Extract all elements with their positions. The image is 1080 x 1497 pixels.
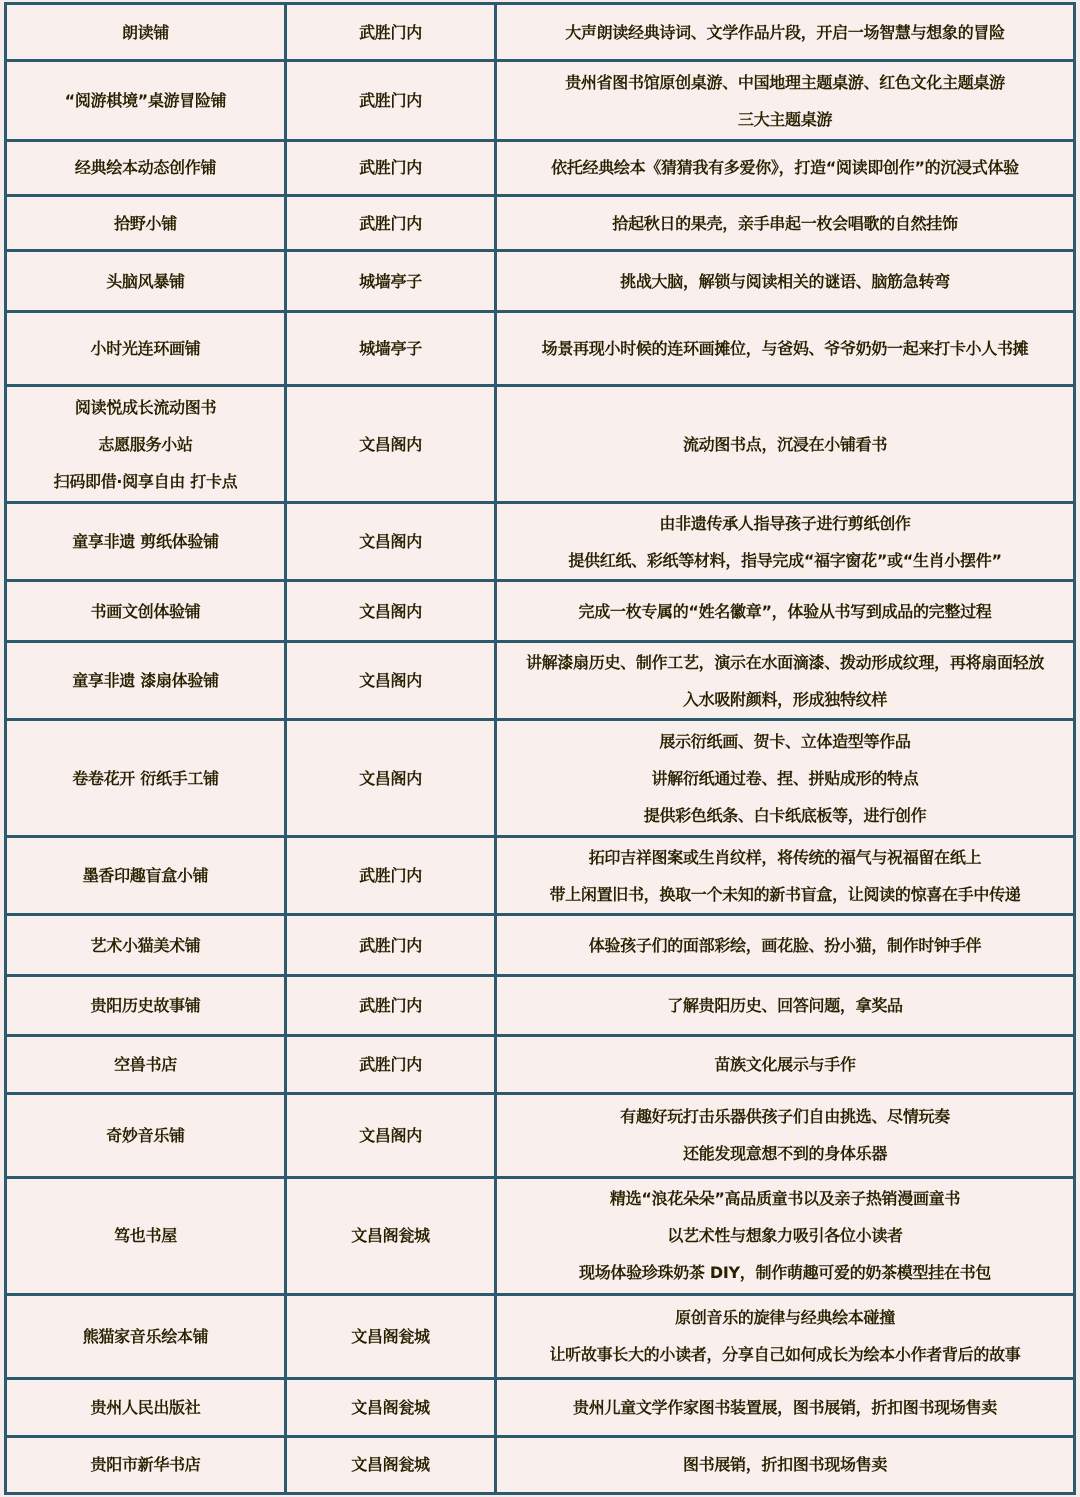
booth-location: 文昌阁瓮城	[351, 1326, 430, 1346]
booth-description-cell	[496, 502, 1075, 580]
booth-description-cell	[496, 581, 1075, 641]
table-body	[6, 4, 1075, 1494]
table-row	[6, 140, 1075, 195]
booth-name-line: 空兽书店	[114, 1054, 177, 1074]
table-row	[6, 1036, 1075, 1093]
booth-location-cell	[286, 915, 496, 975]
booth-name-cell	[6, 196, 286, 251]
booth-description-line: 原创音乐的旋律与经典绘本碰撞	[675, 1308, 895, 1328]
booth-location-cell	[286, 1294, 496, 1379]
table-row	[6, 311, 1075, 385]
booth-location: 武胜门内	[359, 1054, 422, 1074]
booth-description-cell	[496, 251, 1075, 311]
table-row	[6, 1379, 1075, 1436]
booth-name-cell	[6, 61, 286, 140]
booth-location: 文昌阁瓮城	[351, 1226, 430, 1246]
booth-location-cell	[286, 502, 496, 580]
booth-location-cell	[286, 1093, 496, 1178]
booth-location: 文昌阁内	[359, 768, 422, 788]
booth-description-line: 提供彩色纸条、白卡纸底板等，进行创作	[643, 805, 927, 825]
booth-description-cell	[496, 1379, 1075, 1436]
booth-location: 武胜门内	[359, 91, 422, 111]
booth-name-line: 卷卷花开 衍纸手工铺	[72, 768, 219, 788]
booth-description-line: 拓印吉祥图案或生肖纹样，将传统的福气与祝福留在纸上	[588, 847, 982, 867]
booth-description-line: 图书展销，折扣图书现场售卖	[682, 1455, 888, 1475]
booth-description-line: 有趣好玩打击乐器供孩子们自由挑选、尽情玩奏	[620, 1107, 950, 1127]
booth-description-cell	[496, 386, 1075, 503]
booth-description-line: 流动图书点，沉浸在小铺看书	[682, 434, 888, 454]
booth-description-line: 现场体验珍珠奶茶 DIY，制作萌趣可爱的奶茶模型挂在书包	[579, 1263, 991, 1283]
booth-name-cell	[6, 386, 286, 503]
booth-name-line: 墨香印趣盲盒小铺	[82, 866, 209, 886]
table-row	[6, 4, 1075, 61]
table-row	[6, 975, 1075, 1035]
booth-name-cell	[6, 836, 286, 914]
booth-name-cell	[6, 975, 286, 1035]
booth-description-cell	[496, 1436, 1075, 1493]
booth-description-line: 还能发现意想不到的身体乐器	[682, 1144, 888, 1164]
booth-location: 文昌阁瓮城	[351, 1397, 430, 1417]
booth-location: 文昌阁瓮城	[351, 1455, 430, 1475]
booth-description-cell	[496, 140, 1075, 195]
booth-location-cell	[286, 975, 496, 1035]
booth-description-cell	[496, 1093, 1075, 1178]
table-row	[6, 581, 1075, 641]
booth-location-cell	[286, 1036, 496, 1093]
booth-description-cell	[496, 1178, 1075, 1295]
booth-name-line: 扫码即借·阅享自由 打卡点	[53, 471, 238, 491]
booth-name-line: 拾野小铺	[114, 213, 177, 233]
booth-description-line: 了解贵阳历史、回答问题，拿奖品	[667, 995, 903, 1015]
booth-name-cell	[6, 1379, 286, 1436]
table-row	[6, 1093, 1075, 1178]
booth-location: 武胜门内	[359, 22, 422, 42]
booth-location: 文昌阁内	[359, 532, 422, 552]
booth-location-cell	[286, 61, 496, 140]
booth-description-cell	[496, 311, 1075, 385]
booth-description-line: 贵州省图书馆原创桌游、中国地理主题桌游、红色文化主题桌游	[565, 72, 1005, 92]
booth-description-line: 带上闲置旧书，换取一个未知的新书盲盒，让阅读的惊喜在手中传递	[549, 884, 1021, 904]
booth-description-cell	[496, 196, 1075, 251]
booth-name-cell	[6, 915, 286, 975]
booth-schedule-table	[4, 2, 1076, 1495]
booth-description-line: 让听故事长大的小读者，分享自己如何成长为绘本小作者背后的故事	[549, 1345, 1021, 1365]
booth-location: 文昌阁内	[359, 601, 422, 621]
booth-location-cell	[286, 196, 496, 251]
booth-description-line: 场景再现小时候的连环画摊位，与爸妈、爷爷奶奶一起来打卡小人书摊	[541, 339, 1029, 359]
booth-description-cell	[496, 4, 1075, 61]
booth-description-line: 大声朗读经典诗词、文学作品片段，开启一场智慧与想象的冒险	[565, 22, 1005, 42]
booth-description-cell	[496, 1036, 1075, 1093]
booth-name-line: 头脑风暴铺	[106, 271, 185, 291]
booth-name-cell	[6, 502, 286, 580]
booth-location-cell	[286, 1178, 496, 1295]
booth-location-cell	[286, 386, 496, 503]
booth-description-cell	[496, 641, 1075, 719]
booth-name-cell	[6, 720, 286, 837]
booth-description-line: 苗族文化展示与手作	[714, 1054, 856, 1074]
booth-name-cell	[6, 1178, 286, 1295]
table-row	[6, 1178, 1075, 1295]
table-row	[6, 251, 1075, 311]
booth-location-cell	[286, 4, 496, 61]
booth-location: 武胜门内	[359, 866, 422, 886]
booth-name-cell	[6, 251, 286, 311]
booth-location: 武胜门内	[359, 995, 422, 1015]
booth-name-line: 书画文创体验铺	[90, 601, 201, 621]
booth-description-line: 体验孩子们的面部彩绘，画花脸、扮小猫，制作时钟手伴	[588, 935, 982, 955]
booth-name-cell	[6, 641, 286, 719]
booth-description-line: 提供红纸、彩纸等材料，指导完成“福字窗花”或“生肖小摆件”	[568, 550, 1002, 570]
booth-name-line: 艺术小猫美术铺	[90, 935, 201, 955]
booth-description-cell	[496, 61, 1075, 140]
booth-name-cell	[6, 1436, 286, 1493]
booth-description-line: 精选“浪花朵朵”高品质童书以及亲子热销漫画童书	[609, 1189, 961, 1209]
booth-description-line: 入水吸附颜料，形成独特纹样	[682, 689, 888, 709]
booth-name-line: 贵州人民出版社	[90, 1397, 201, 1417]
booth-description-line: 以艺术性与想象力吸引各位小读者	[667, 1226, 903, 1246]
booth-description-line: 贵州儿童文学作家图书装置展，图书展销，折扣图书现场售卖	[573, 1397, 997, 1417]
booth-description-line: 依托经典绘本《猜猜我有多爱你》，打造“阅读即创作”的沉浸式体验	[551, 158, 1019, 178]
table-row	[6, 1294, 1075, 1379]
booth-name-line: 贵阳历史故事铺	[90, 995, 201, 1015]
booth-location-cell	[286, 641, 496, 719]
booth-description-line: 讲解衍纸通过卷、捏、拼贴成形的特点	[651, 768, 919, 788]
booth-description-line: 完成一枚专属的“姓名徽章”，体验从书写到成品的完整过程	[578, 601, 992, 621]
booth-name-cell	[6, 140, 286, 195]
booth-name-line: 奇妙音乐铺	[106, 1125, 185, 1145]
booth-location-cell	[286, 1436, 496, 1493]
booth-name-line: 小时光连环画铺	[90, 339, 201, 359]
booth-location-cell	[286, 720, 496, 837]
booth-description-line: 展示衍纸画、贺卡、立体造型等作品	[659, 731, 911, 751]
booth-location-cell	[286, 251, 496, 311]
table-row	[6, 502, 1075, 580]
booth-location: 城墙亭子	[359, 339, 422, 359]
booth-name-cell	[6, 4, 286, 61]
booth-location: 文昌阁内	[359, 671, 422, 691]
booth-location: 武胜门内	[359, 935, 422, 955]
booth-location-cell	[286, 581, 496, 641]
booth-name-line: 童享非遗 漆扇体验铺	[72, 671, 219, 691]
table-row	[6, 915, 1075, 975]
table-row	[6, 196, 1075, 251]
booth-name-line: 朗读铺	[121, 22, 170, 42]
booth-description-cell	[496, 836, 1075, 914]
table-row	[6, 61, 1075, 140]
booth-name-cell	[6, 1036, 286, 1093]
booth-name-line: 志愿服务小站	[98, 434, 193, 454]
table-row	[6, 386, 1075, 503]
booth-description-cell	[496, 975, 1075, 1035]
booth-description-cell	[496, 720, 1075, 837]
booth-name-cell	[6, 1294, 286, 1379]
table-row	[6, 1436, 1075, 1493]
booth-name-line: 贵阳市新华书店	[90, 1455, 201, 1475]
booth-location: 武胜门内	[359, 158, 422, 178]
booth-name-cell	[6, 581, 286, 641]
booth-description-line: 讲解漆扇历史、制作工艺，演示在水面滴漆、拨动形成纹理，再将扇面轻放	[525, 652, 1045, 672]
booth-location: 文昌阁内	[359, 1125, 422, 1145]
booth-description-line: 由非遗传承人指导孩子进行剪纸创作	[659, 513, 911, 533]
table-row	[6, 836, 1075, 914]
booth-description-cell	[496, 1294, 1075, 1379]
booth-location-cell	[286, 836, 496, 914]
booth-location: 城墙亭子	[359, 271, 422, 291]
booth-description-cell	[496, 915, 1075, 975]
booth-location: 武胜门内	[359, 213, 422, 233]
booth-description-line: 挑战大脑，解锁与阅读相关的谜语、脑筋急转弯	[620, 271, 950, 291]
booth-location: 文昌阁内	[359, 434, 422, 454]
booth-name-line: 阅读悦成长流动图书	[74, 397, 217, 417]
table-row	[6, 720, 1075, 837]
booth-name-line: 童享非遗 剪纸体验铺	[72, 532, 219, 552]
booth-name-line: “阅游棋境”桌游冒险铺	[64, 91, 227, 111]
booth-name-line: 笃也书屋	[114, 1226, 177, 1246]
booth-name-line: 经典绘本动态创作铺	[74, 158, 217, 178]
booth-location-cell	[286, 1379, 496, 1436]
booth-name-line: 熊猫家音乐绘本铺	[82, 1326, 209, 1346]
booth-name-cell	[6, 1093, 286, 1178]
booth-description-line: 三大主题桌游	[737, 109, 833, 129]
booth-name-cell	[6, 311, 286, 385]
booth-location-cell	[286, 311, 496, 385]
booth-description-line: 拾起秋日的果壳，亲手串起一枚会唱歌的自然挂饰	[612, 213, 958, 233]
booth-location-cell	[286, 140, 496, 195]
table-row	[6, 641, 1075, 719]
